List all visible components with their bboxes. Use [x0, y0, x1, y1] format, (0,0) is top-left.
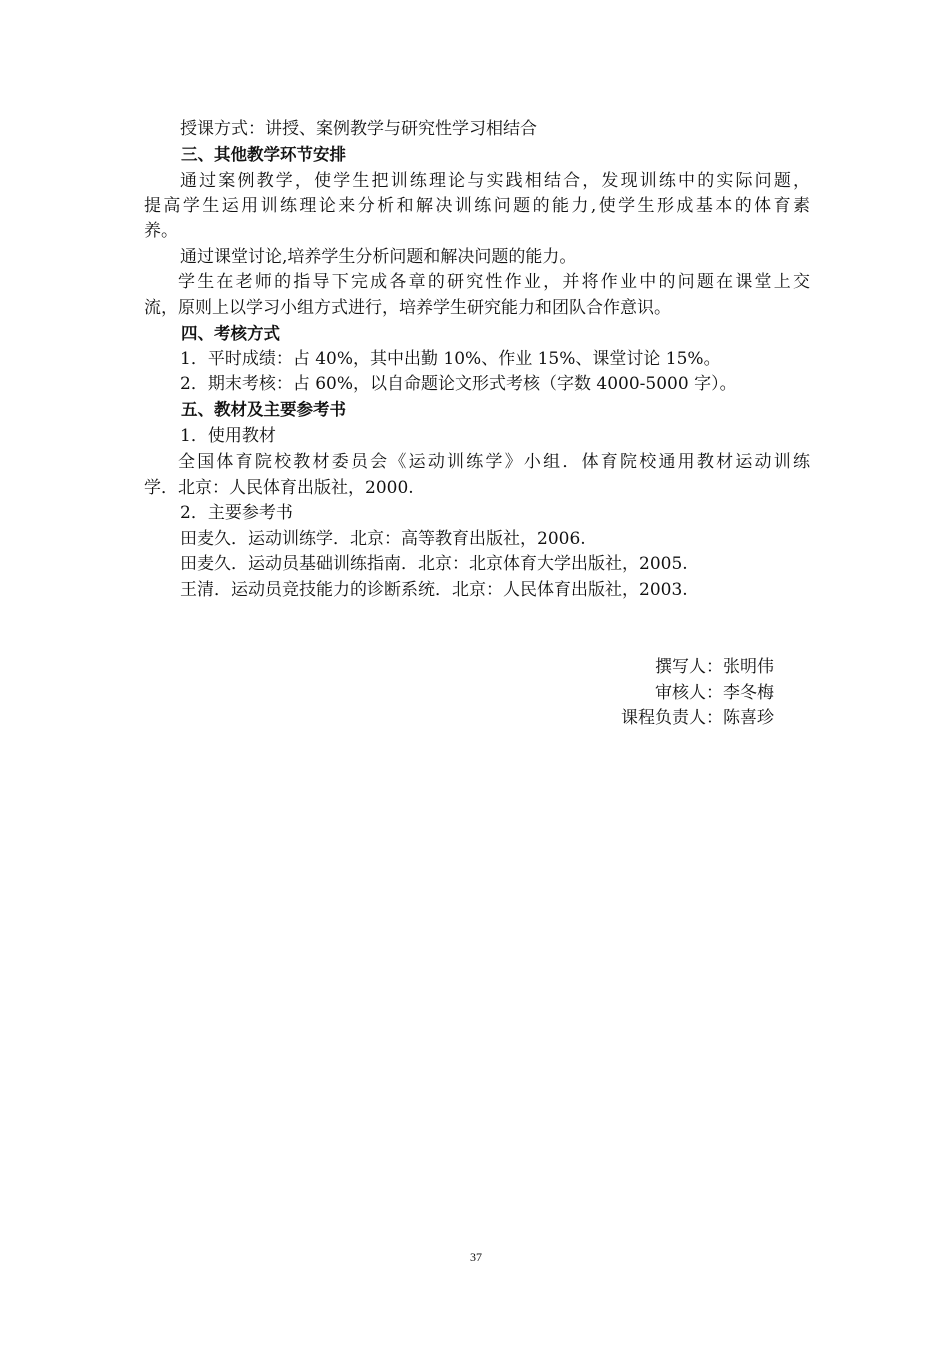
assessment-item-2: 2．期末考核：占 60%，以自命题论文形式考核（字数 4000-5000 字）。 — [180, 374, 737, 394]
signature-course-lead: 课程负责人：陈喜珍 — [621, 708, 774, 728]
signature-writer: 撰写人：张明伟 — [655, 657, 774, 677]
textbook-line1: 全国体育院校教材委员会《运动训练学》小组．体育院校通用教材运动训练 — [178, 452, 810, 472]
section-5-heading: 五、教材及主要参考书 — [181, 400, 346, 419]
reference-item: 田麦久．运动员基础训练指南．北京：北京体育大学出版社，2005. — [180, 554, 688, 574]
section-3-p1-line1: 通过案例教学，使学生把训练理论与实践相结合，发现训练中的实际问题， — [180, 171, 810, 191]
signature-reviewer: 审核人：李冬梅 — [655, 683, 774, 703]
teaching-method: 授课方式：讲授、案例教学与研究性学习相结合 — [180, 119, 537, 139]
section-3-p3-line1: 学生在老师的指导下完成各章的研究性作业，并将作业中的问题在课堂上交 — [178, 272, 810, 292]
textbook-line2: 学．北京：人民体育出版社，2000. — [144, 478, 414, 498]
page-number: 37 — [470, 1250, 482, 1264]
section-3-p3-line2: 流，原则上以学习小组方式进行，培养学生研究能力和团队合作意识。 — [144, 298, 671, 318]
reference-item: 王清．运动员竞技能力的诊断系统．北京：人民体育出版社，2003. — [180, 580, 688, 600]
section-3-heading: 三、其他教学环节安排 — [181, 145, 346, 164]
section-3-p2: 通过课堂讨论,培养学生分析问题和解决问题的能力。 — [180, 247, 577, 267]
section-4-heading: 四、考核方式 — [181, 324, 280, 343]
section-3-p1-line3: 养。 — [144, 221, 178, 241]
section-3-p1-line2: 提高学生运用训练理论来分析和解决训练问题的能力,使学生形成基本的体育素 — [144, 196, 810, 216]
references-subheading: 2．主要参考书 — [180, 503, 293, 523]
textbook-subheading: 1．使用教材 — [180, 426, 276, 446]
reference-item: 田麦久．运动训练学．北京：高等教育出版社，2006. — [180, 529, 586, 549]
assessment-item-1: 1．平时成绩：占 40%，其中出勤 10%、作业 15%、课堂讨论 15%。 — [180, 349, 721, 369]
